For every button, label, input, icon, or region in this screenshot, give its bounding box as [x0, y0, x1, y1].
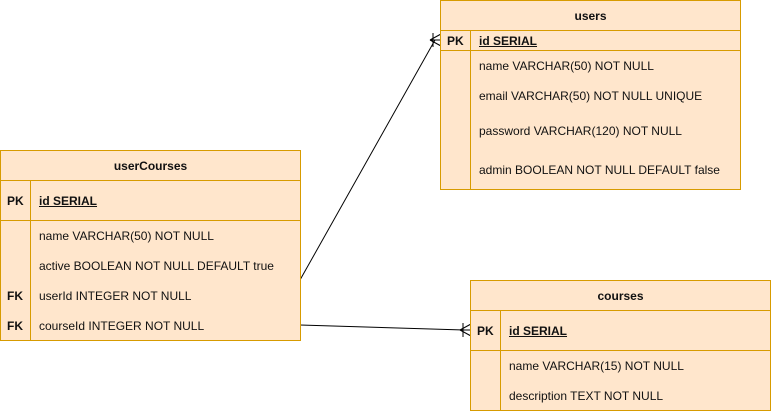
- key-badge: [441, 81, 471, 111]
- table-row[interactable]: [1, 281, 300, 311]
- column-text: name VARCHAR(50) NOT NULL: [39, 229, 214, 243]
- table-row[interactable]: [471, 311, 770, 351]
- table-row[interactable]: [1, 311, 300, 340]
- table-title: userCourses: [1, 151, 300, 181]
- column-text: description TEXT NOT NULL: [509, 388, 664, 403]
- column-text: name VARCHAR(50) NOT NULL: [479, 59, 654, 73]
- table-title: users: [441, 1, 740, 31]
- key-badge: [441, 151, 471, 189]
- key-badge: [471, 381, 501, 410]
- table-users[interactable]: [440, 0, 741, 190]
- key-badge: [1, 251, 31, 281]
- table-row[interactable]: [1, 221, 300, 251]
- key-badge: [441, 51, 471, 81]
- column-text: courseId INTEGER NOT NULL: [39, 318, 205, 333]
- column-text: active BOOLEAN NOT NULL DEFAULT true: [39, 259, 274, 273]
- table-row[interactable]: [471, 381, 770, 410]
- column-text: id SERIAL: [479, 33, 538, 48]
- key-badge: FK: [1, 311, 31, 340]
- column-text: password VARCHAR(120) NOT NULL: [479, 124, 682, 138]
- key-badge: [1, 221, 31, 251]
- column-text: userId INTEGER NOT NULL: [39, 289, 192, 303]
- column-text: id SERIAL: [39, 193, 98, 208]
- table-row[interactable]: [441, 81, 740, 111]
- relationship-userid-to-users[interactable]: [300, 33, 441, 280]
- column-text: email VARCHAR(50) NOT NULL UNIQUE: [479, 89, 703, 103]
- column-text: id SERIAL: [509, 323, 568, 338]
- table-row[interactable]: [441, 51, 740, 81]
- table-row[interactable]: [1, 181, 300, 221]
- table-row[interactable]: [441, 111, 740, 151]
- key-badge: [471, 351, 501, 381]
- table-row[interactable]: [441, 151, 740, 189]
- table-courses[interactable]: [470, 280, 771, 411]
- column-text: admin BOOLEAN NOT NULL DEFAULT false: [479, 163, 720, 177]
- column-text: name VARCHAR(15) NOT NULL: [509, 359, 684, 373]
- key-badge: [441, 111, 471, 151]
- key-badge: PK: [471, 311, 501, 350]
- table-row[interactable]: [441, 31, 740, 51]
- table-row[interactable]: [1, 251, 300, 281]
- table-title: courses: [471, 281, 770, 311]
- key-badge: FK: [1, 281, 31, 311]
- key-badge: PK: [1, 181, 31, 220]
- table-row[interactable]: [471, 351, 770, 381]
- table-usercourses[interactable]: [0, 150, 301, 341]
- relationship-courseid-to-courses[interactable]: [300, 323, 471, 337]
- key-badge: PK: [441, 31, 471, 50]
